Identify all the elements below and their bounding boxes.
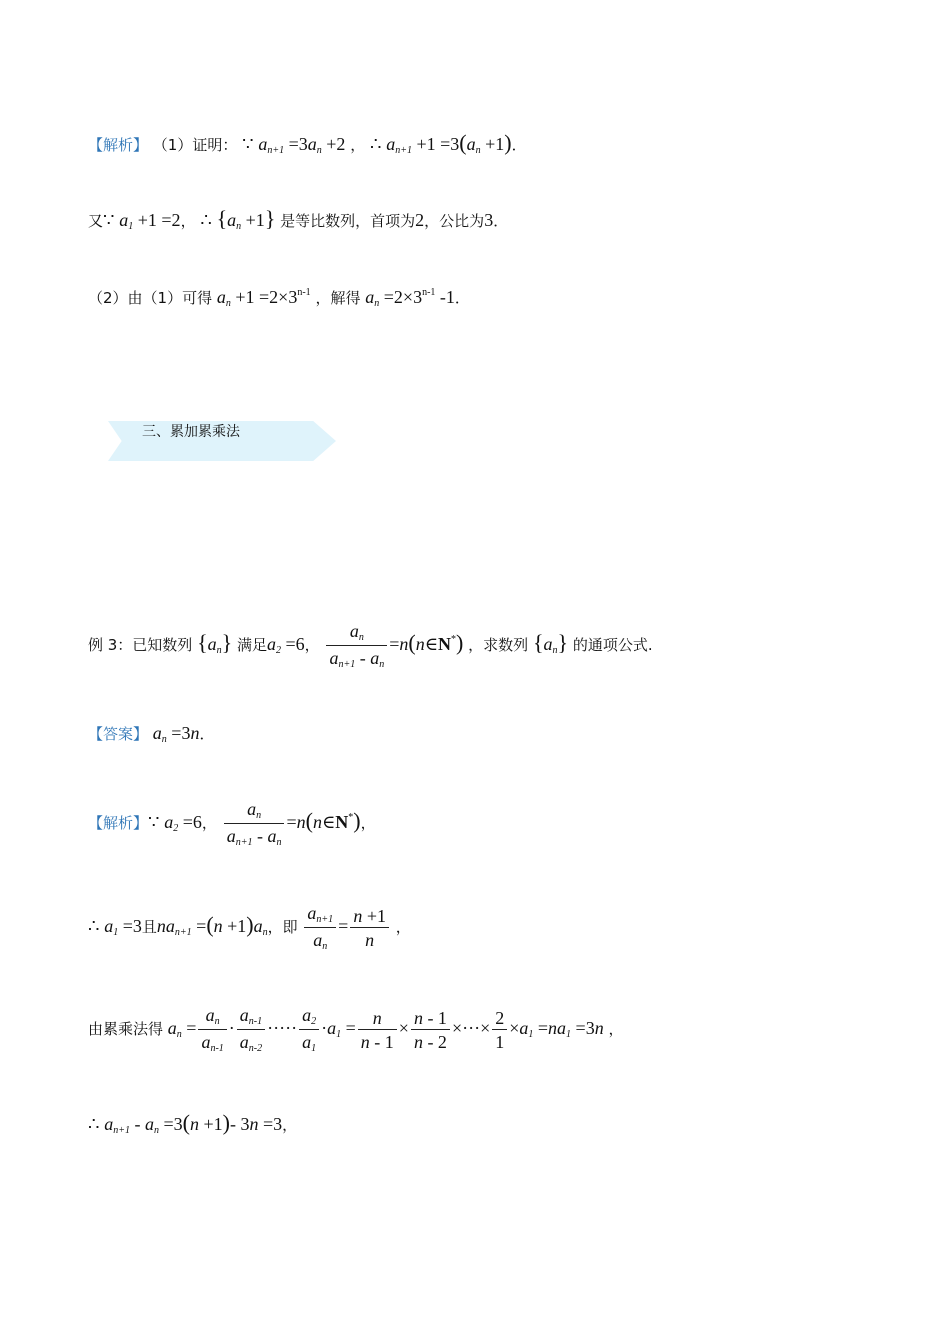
therefore-symbol: ∴	[370, 134, 382, 154]
sequence-notation: $\{a_n\}$	[532, 630, 569, 656]
part2-label: （2）由（1）可得	[88, 289, 213, 307]
ratio-fraction: $\frac{a_n}{a_{n+1} - a_n}$	[326, 622, 387, 670]
because-symbol: ∵	[103, 210, 115, 230]
analysis2-line1: 【解析】∵ $a_2 =6$， $\frac{a_n}{a_{n+1} - a_n}$ =n(n∈N*)，	[88, 799, 376, 848]
product-fraction-1: $\frac{a_n}{a_{n-1}}$	[198, 1006, 226, 1054]
analysis2-line4: ∴ $a_{n+1} - a_n =3(n +1)-$ 3n =3，	[88, 1110, 298, 1136]
ratio-fraction: $\frac{a_n}{a_{n+1} - a_n}$	[224, 800, 285, 848]
term-ratio-fraction: $\frac{a_{n+1}}{a_n}$	[304, 904, 336, 952]
example3-line: 例 3：已知数列 $\{a_n\}$ 满足$a_2 =6$， $\frac{a_n}{a_{n+1} - a_n}$ =n(n∈N*) ，求数列 $\{a_n\}$ 的通项公式.	[88, 621, 653, 670]
because-symbol: ∵	[242, 134, 254, 154]
therefore-symbol: ∴	[200, 210, 212, 230]
analysis1-line3: （2）由（1）可得 $a_n +1 =2\times 3^{n-1}$ ，解得 $a_n =2\times 3^{n-1}$ -1．	[88, 287, 470, 309]
product-fraction-3: $\frac{a_2}{a_1}$	[299, 1006, 319, 1054]
analysis1-line2: 又∵ $a_1 +1 =2$， ∴ $\{a_n +1\}$ 是等比数列，首项为2，公比为3．	[88, 206, 509, 232]
therefore-symbol: ∴	[88, 916, 100, 936]
difference-formula: $a_{n+1} - a_n =3(n +1)-$ 3n =3	[104, 1110, 283, 1136]
ratio-value: 3	[484, 210, 494, 230]
sequence-notation: $\{a_n\}$	[197, 630, 233, 656]
because-symbol: ∵	[148, 812, 160, 832]
analysis2-line2: ∴ $a_1 =3$且$na_{n+1} =(n +1)a_n$，即 $\frac{a_{n+1}}{a_n}$ = $\frac{n +1}{n}$ ，	[88, 903, 411, 952]
example3-label: 例 3：已知数列	[88, 636, 193, 654]
condition-rhs: =n(n∈N*)	[286, 808, 361, 833]
second-term-condition: $a_2 =6$	[267, 634, 305, 656]
n-ratio-fraction: $\frac{n +1}{n}$	[350, 907, 389, 949]
analysis2-line3: 由累乘法得 $a_n$ = $\frac{a_n}{a_{n-1}}$ · $\frac{a_{n-1}}{a_{n-2}}$ ····· $\frac{a_2}{a_1}$ $\cdot a_1$ = $\frac{n}{n - 1}$ × $\frac{n - 1}{n - 2}$ ×···× $\frac{2}{1}$ $\times a_1 =na_1 =3n$ ，	[88, 1005, 624, 1054]
answer-formula: $a_n =3n$	[152, 723, 200, 745]
product-fraction-2: $\frac{a_{n-1}}{a_{n-2}}$	[237, 1006, 265, 1054]
answer-line: 【答案】 $a_n =3n$．	[88, 723, 215, 745]
product-label: 由累乘法得	[88, 1020, 164, 1038]
sequence-notation: $\{a_n +1\}$	[216, 206, 276, 232]
first-term-value: 2	[415, 210, 425, 230]
answer-tag: 【答案】	[88, 725, 149, 743]
shifted-general-term: $a_n +1 =2\times 3^{n-1}$	[216, 287, 311, 309]
second-term-condition: $a_2 =6$	[164, 812, 202, 834]
product-fraction-4: $\frac{n}{n - 1}$	[358, 1009, 397, 1051]
condition-rhs: =n(n∈N*)	[389, 630, 464, 655]
product-fraction-6: $\frac{2}{1}$	[492, 1009, 507, 1051]
part1-label: （1）证明：	[152, 136, 238, 154]
shifted-recurrence-formula: $a_{n+1} +1 =3(a_n +1)$	[386, 130, 512, 156]
general-term-result: $a_n =2\times 3^{n-1}$ -1	[365, 287, 455, 309]
recurrence-formula: $a_{n+1} =3a_n +2$	[258, 134, 346, 156]
product-fraction-5: $\frac{n - 1}{n - 2}$	[411, 1009, 450, 1051]
first-term-value: $a_1 =3$	[104, 916, 142, 938]
initial-term-formula: $a_1 +1 =2$	[119, 210, 181, 232]
therefore-symbol: ∴	[88, 1114, 100, 1134]
analysis-tag: 【解析】	[88, 814, 149, 832]
analysis1-line1: 【解析】 （1）证明： ∵ $a_{n+1} =3a_n +2$ ， ∴ $a_{n+1} +1 =3(a_n +1)$．	[88, 130, 527, 156]
analysis-tag: 【解析】	[88, 136, 149, 154]
transformed-recurrence: $na_{n+1} =(n +1)a_n$	[156, 912, 268, 938]
section-title: 三、累加累乘法	[142, 424, 240, 440]
